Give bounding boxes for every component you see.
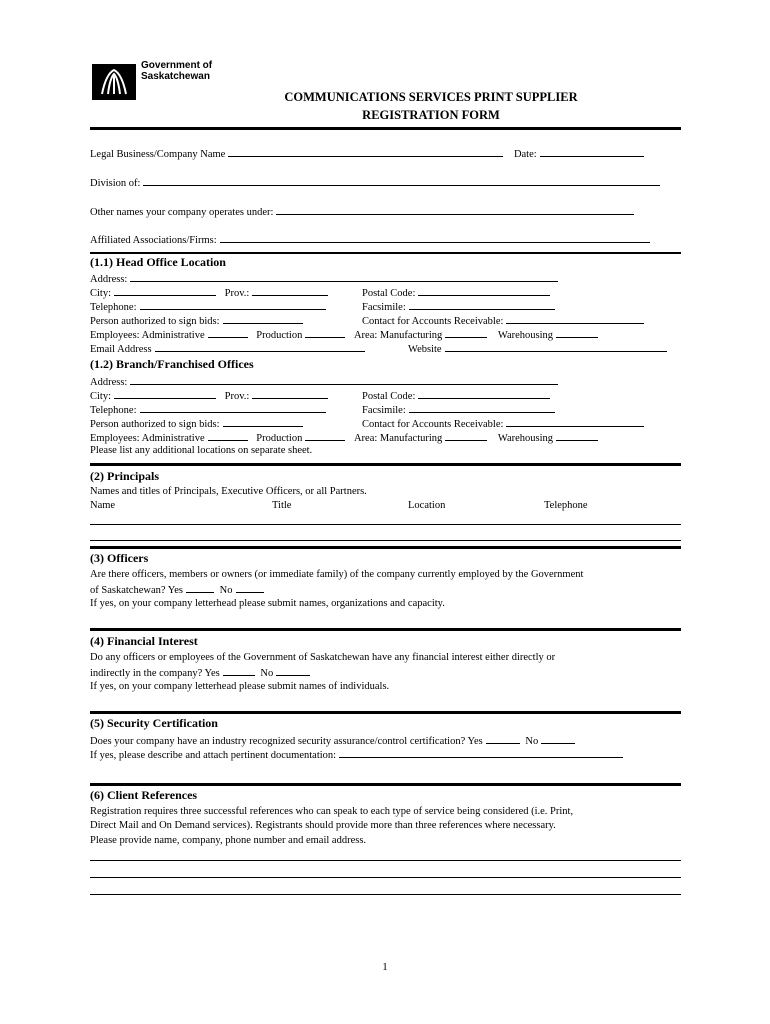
other-names-field[interactable] xyxy=(276,205,634,215)
other-names-row: Other names your company operates under: xyxy=(90,205,634,218)
principals-col-title: Title xyxy=(272,500,292,511)
legal-name-field[interactable] xyxy=(228,147,503,157)
br-telephone-field[interactable] xyxy=(140,403,326,413)
ho-telephone-field[interactable] xyxy=(140,300,326,310)
ho-admin-field[interactable] xyxy=(208,328,248,338)
br-employees-row: Employees: Administrative Production Area: Manufacturing Warehousing xyxy=(90,431,598,444)
ho-address-row: Address: xyxy=(90,272,558,285)
ho-fax-row: Facsimile: xyxy=(362,300,555,313)
ho-website-field[interactable] xyxy=(445,342,667,352)
form-title-line-2: REGISTRATION FORM xyxy=(362,108,500,122)
ho-warehousing-field[interactable] xyxy=(556,328,598,338)
principals-field-2[interactable] xyxy=(90,540,681,541)
section-rule xyxy=(90,463,681,466)
security-description-field[interactable] xyxy=(339,748,623,758)
references-p1: Registration requires three successful references who can speak to each type of service being considered (i.e. Print, xyxy=(90,806,574,817)
logo-text xyxy=(141,60,212,82)
section-rule xyxy=(90,628,681,631)
financial-no-field[interactable] xyxy=(276,666,310,676)
principals-field-1[interactable] xyxy=(90,524,681,525)
principals-col-location: Location xyxy=(408,500,446,511)
financial-yes-field[interactable] xyxy=(223,666,255,676)
ho-website-row: Website xyxy=(408,342,667,355)
financial-heading: (4) Financial Interest xyxy=(90,634,198,648)
br-fax-field[interactable] xyxy=(409,403,555,413)
ho-postal-row: Postal Code: xyxy=(362,286,550,299)
officers-yes-field[interactable] xyxy=(186,583,214,593)
br-postal-row: Postal Code: xyxy=(362,389,550,402)
ho-telephone-row: Telephone: xyxy=(90,300,326,313)
br-city-row: City: Prov.: xyxy=(90,389,328,402)
br-warehousing-field[interactable] xyxy=(556,431,598,441)
br-address-field[interactable] xyxy=(130,375,558,385)
division-field[interactable] xyxy=(143,176,660,186)
security-heading: (5) Security Certification xyxy=(90,716,218,730)
br-prov-field[interactable] xyxy=(252,389,328,399)
ho-employees-row: Employees: Administrative Production Area: Manufacturing Warehousing xyxy=(90,328,598,341)
security-q2-row: If yes, please describe and attach pertinent documentation: xyxy=(90,748,623,761)
financial-note: If yes, on your company letterhead please submit names of individuals. xyxy=(90,681,390,692)
ho-email-row: Email Address xyxy=(90,342,365,355)
security-no-field[interactable] xyxy=(541,734,575,744)
br-fax-row: Facsimile: xyxy=(362,403,555,416)
officers-heading: (3) Officers xyxy=(90,551,149,565)
legal-name-row: Legal Business/Company Name Date: xyxy=(90,147,644,160)
financial-q1: Do any officers or employees of the Government of Saskatchewan have any financial interest either directly or xyxy=(90,652,556,663)
ho-city-row: City: Prov.: xyxy=(90,286,328,299)
division-row: Division of: xyxy=(90,176,660,189)
br-address-row: Address: xyxy=(90,375,558,388)
br-city-field[interactable] xyxy=(114,389,216,399)
officers-q2-row: of Saskatchewan? Yes No xyxy=(90,583,264,596)
reference-field-1[interactable] xyxy=(90,860,681,861)
security-q1-row: Does your company have an industry recognized security assurance/control certification? Yes No xyxy=(90,734,575,747)
principals-col-telephone: Telephone xyxy=(544,500,588,511)
br-contact-row: Contact for Accounts Receivable: xyxy=(362,417,644,430)
ho-person-field[interactable] xyxy=(223,314,303,324)
ho-postal-field[interactable] xyxy=(418,286,550,296)
ho-address-field[interactable] xyxy=(130,272,558,282)
br-manufacturing-field[interactable] xyxy=(445,431,487,441)
form-title-line-1: COMMUNICATIONS SERVICES PRINT SUPPLIER xyxy=(284,90,578,104)
head-office-heading: (1.1) Head Office Location xyxy=(90,255,226,269)
br-postal-field[interactable] xyxy=(418,389,550,399)
ho-fax-field[interactable] xyxy=(409,300,555,310)
br-production-field[interactable] xyxy=(305,431,345,441)
principals-col-name: Name xyxy=(90,500,116,511)
ho-contact-row: Contact for Accounts Receivable: xyxy=(362,314,644,327)
principals-heading: (2) Principals xyxy=(90,469,159,483)
officers-q1: Are there officers, members or owners (or immediate family) of the company currently employed by the Government xyxy=(90,569,584,580)
ho-prov-field[interactable] xyxy=(252,286,328,296)
ho-manufacturing-field[interactable] xyxy=(445,328,487,338)
date-field[interactable] xyxy=(540,147,644,157)
title-rule xyxy=(90,127,681,130)
affiliated-field[interactable] xyxy=(220,233,650,243)
financial-q2-row: indirectly in the company? Yes No xyxy=(90,666,310,679)
officers-note: If yes, on your company letterhead please submit names, organizations and capacity. xyxy=(90,598,445,609)
branch-heading: (1.2) Branch/Franchised Offices xyxy=(90,357,254,371)
reference-field-3[interactable] xyxy=(90,894,681,895)
section-rule xyxy=(90,783,681,786)
security-yes-field[interactable] xyxy=(486,734,520,744)
br-person-field[interactable] xyxy=(223,417,303,427)
references-p2: Direct Mail and On Demand services). Registrants should provide more than three references where necessary. xyxy=(90,820,556,831)
br-telephone-row: Telephone: xyxy=(90,403,326,416)
section-rule xyxy=(90,546,681,549)
affiliated-row: Affiliated Associations/Firms: xyxy=(90,233,650,246)
br-contact-field[interactable] xyxy=(506,417,644,427)
br-person-row: Person authorized to sign bids: xyxy=(90,417,303,430)
references-heading: (6) Client References xyxy=(90,788,198,802)
br-note: Please list any additional locations on separate sheet. xyxy=(90,445,313,456)
page-number: 1 xyxy=(382,961,388,973)
ho-city-field[interactable] xyxy=(114,286,216,296)
logo-line-2: Saskatchewan xyxy=(141,71,210,82)
reference-field-2[interactable] xyxy=(90,877,681,878)
section-rule xyxy=(90,252,681,254)
section-rule xyxy=(90,711,681,714)
ho-production-field[interactable] xyxy=(305,328,345,338)
principals-intro: Names and titles of Principals, Executive Officers, or all Partners. xyxy=(90,486,367,497)
officers-no-field[interactable] xyxy=(236,583,264,593)
ho-email-field[interactable] xyxy=(155,342,365,352)
ho-person-row: Person authorized to sign bids: xyxy=(90,314,303,327)
br-admin-field[interactable] xyxy=(208,431,248,441)
ho-contact-field[interactable] xyxy=(506,314,644,324)
references-p3: Please provide name, company, phone number and email address. xyxy=(90,835,367,846)
logo-line-1: Government of xyxy=(141,60,213,71)
